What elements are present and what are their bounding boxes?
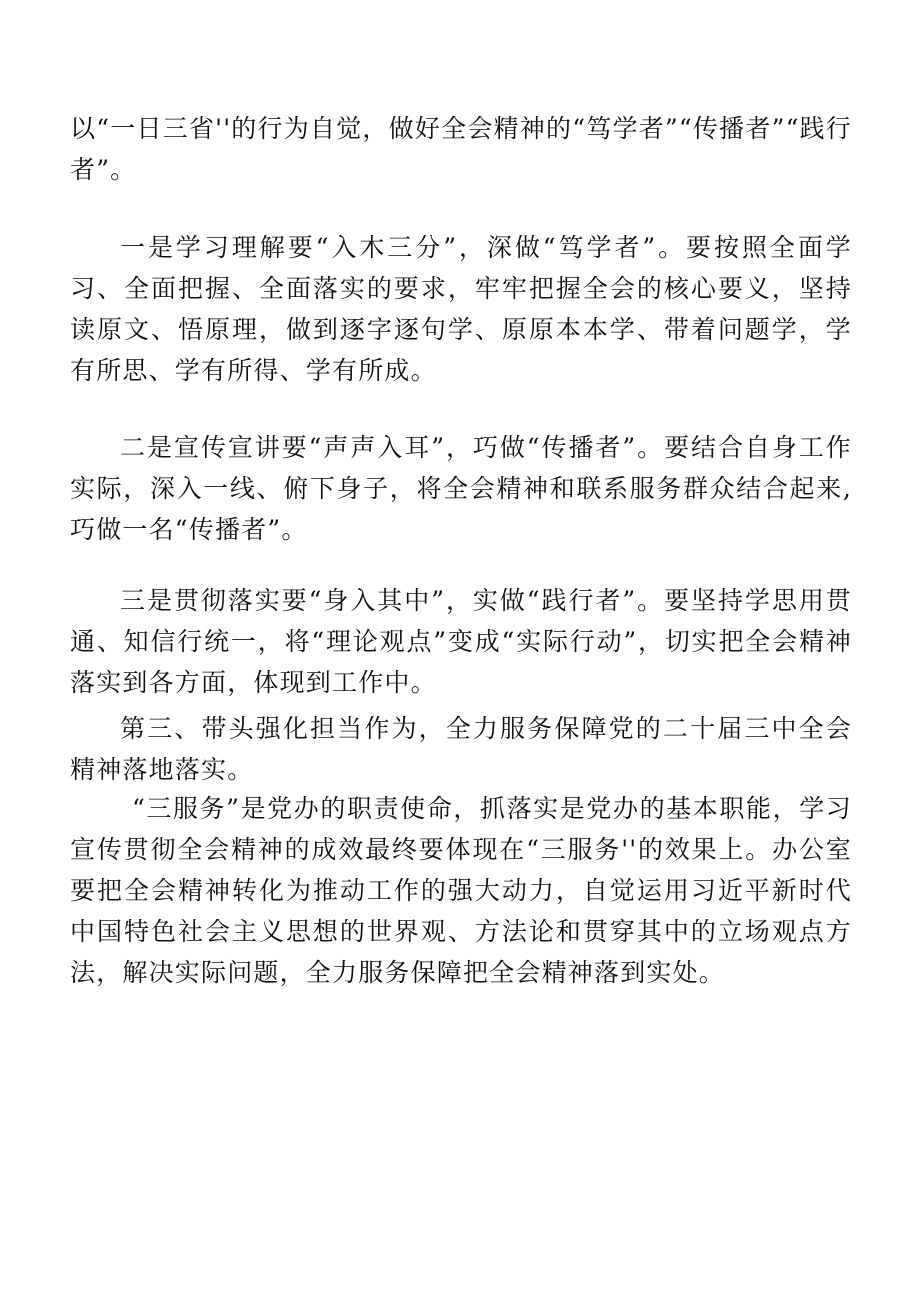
paragraph-publicity: 二是宣传宣讲要“声声入耳”，巧做“传播者”。要结合自身工作实际，深入一线、俯下身子，将全会精神和联系服务群众结合起来,巧做一名“传播者”。 bbox=[70, 433, 852, 544]
paragraph-study: 一是学习理解要“入木三分”，深做“笃学者”。要按照全面学习、全面把握、全面落实的要求，牢牢把握全会的核心要义，坚持读原文、悟原理，做到逐字逐句学、原原本本学、带着问题学，学有所思、学有所得、学有所成。 bbox=[70, 233, 852, 385]
paragraph-implementation: 三是贯彻落实要“身入其中”，实做“践行者”。要坚持学思用贯通、知信行统一，将“理论观点”变成“实际行动”，切实把全会精神落实到各方面，体现到工作中。 bbox=[70, 586, 852, 697]
section-heading-third: 第三、带头强化担当作为，全力服务保障党的二十届三中全会精神落地落实。 bbox=[70, 714, 852, 784]
paragraph-three-services: “三服务”是党办的职责使命，抓落实是党办的基本职能，学习宣传贯彻全会精神的成效最终要体现在“三服务''的效果上。办公室要把全会精神转化为推动工作的强大动力，自觉运用习近平新时代中国特色社会主义思想的世界观、方法论和贯穿其中的立场观点方法，解决实际问题，全力服务保障把全会精神落到实处。 bbox=[70, 794, 852, 987]
paragraph-continuation: 以“一日三省''的行为自觉，做好全会精神的“笃学者”“传播者”“践行者”。 bbox=[70, 114, 852, 184]
